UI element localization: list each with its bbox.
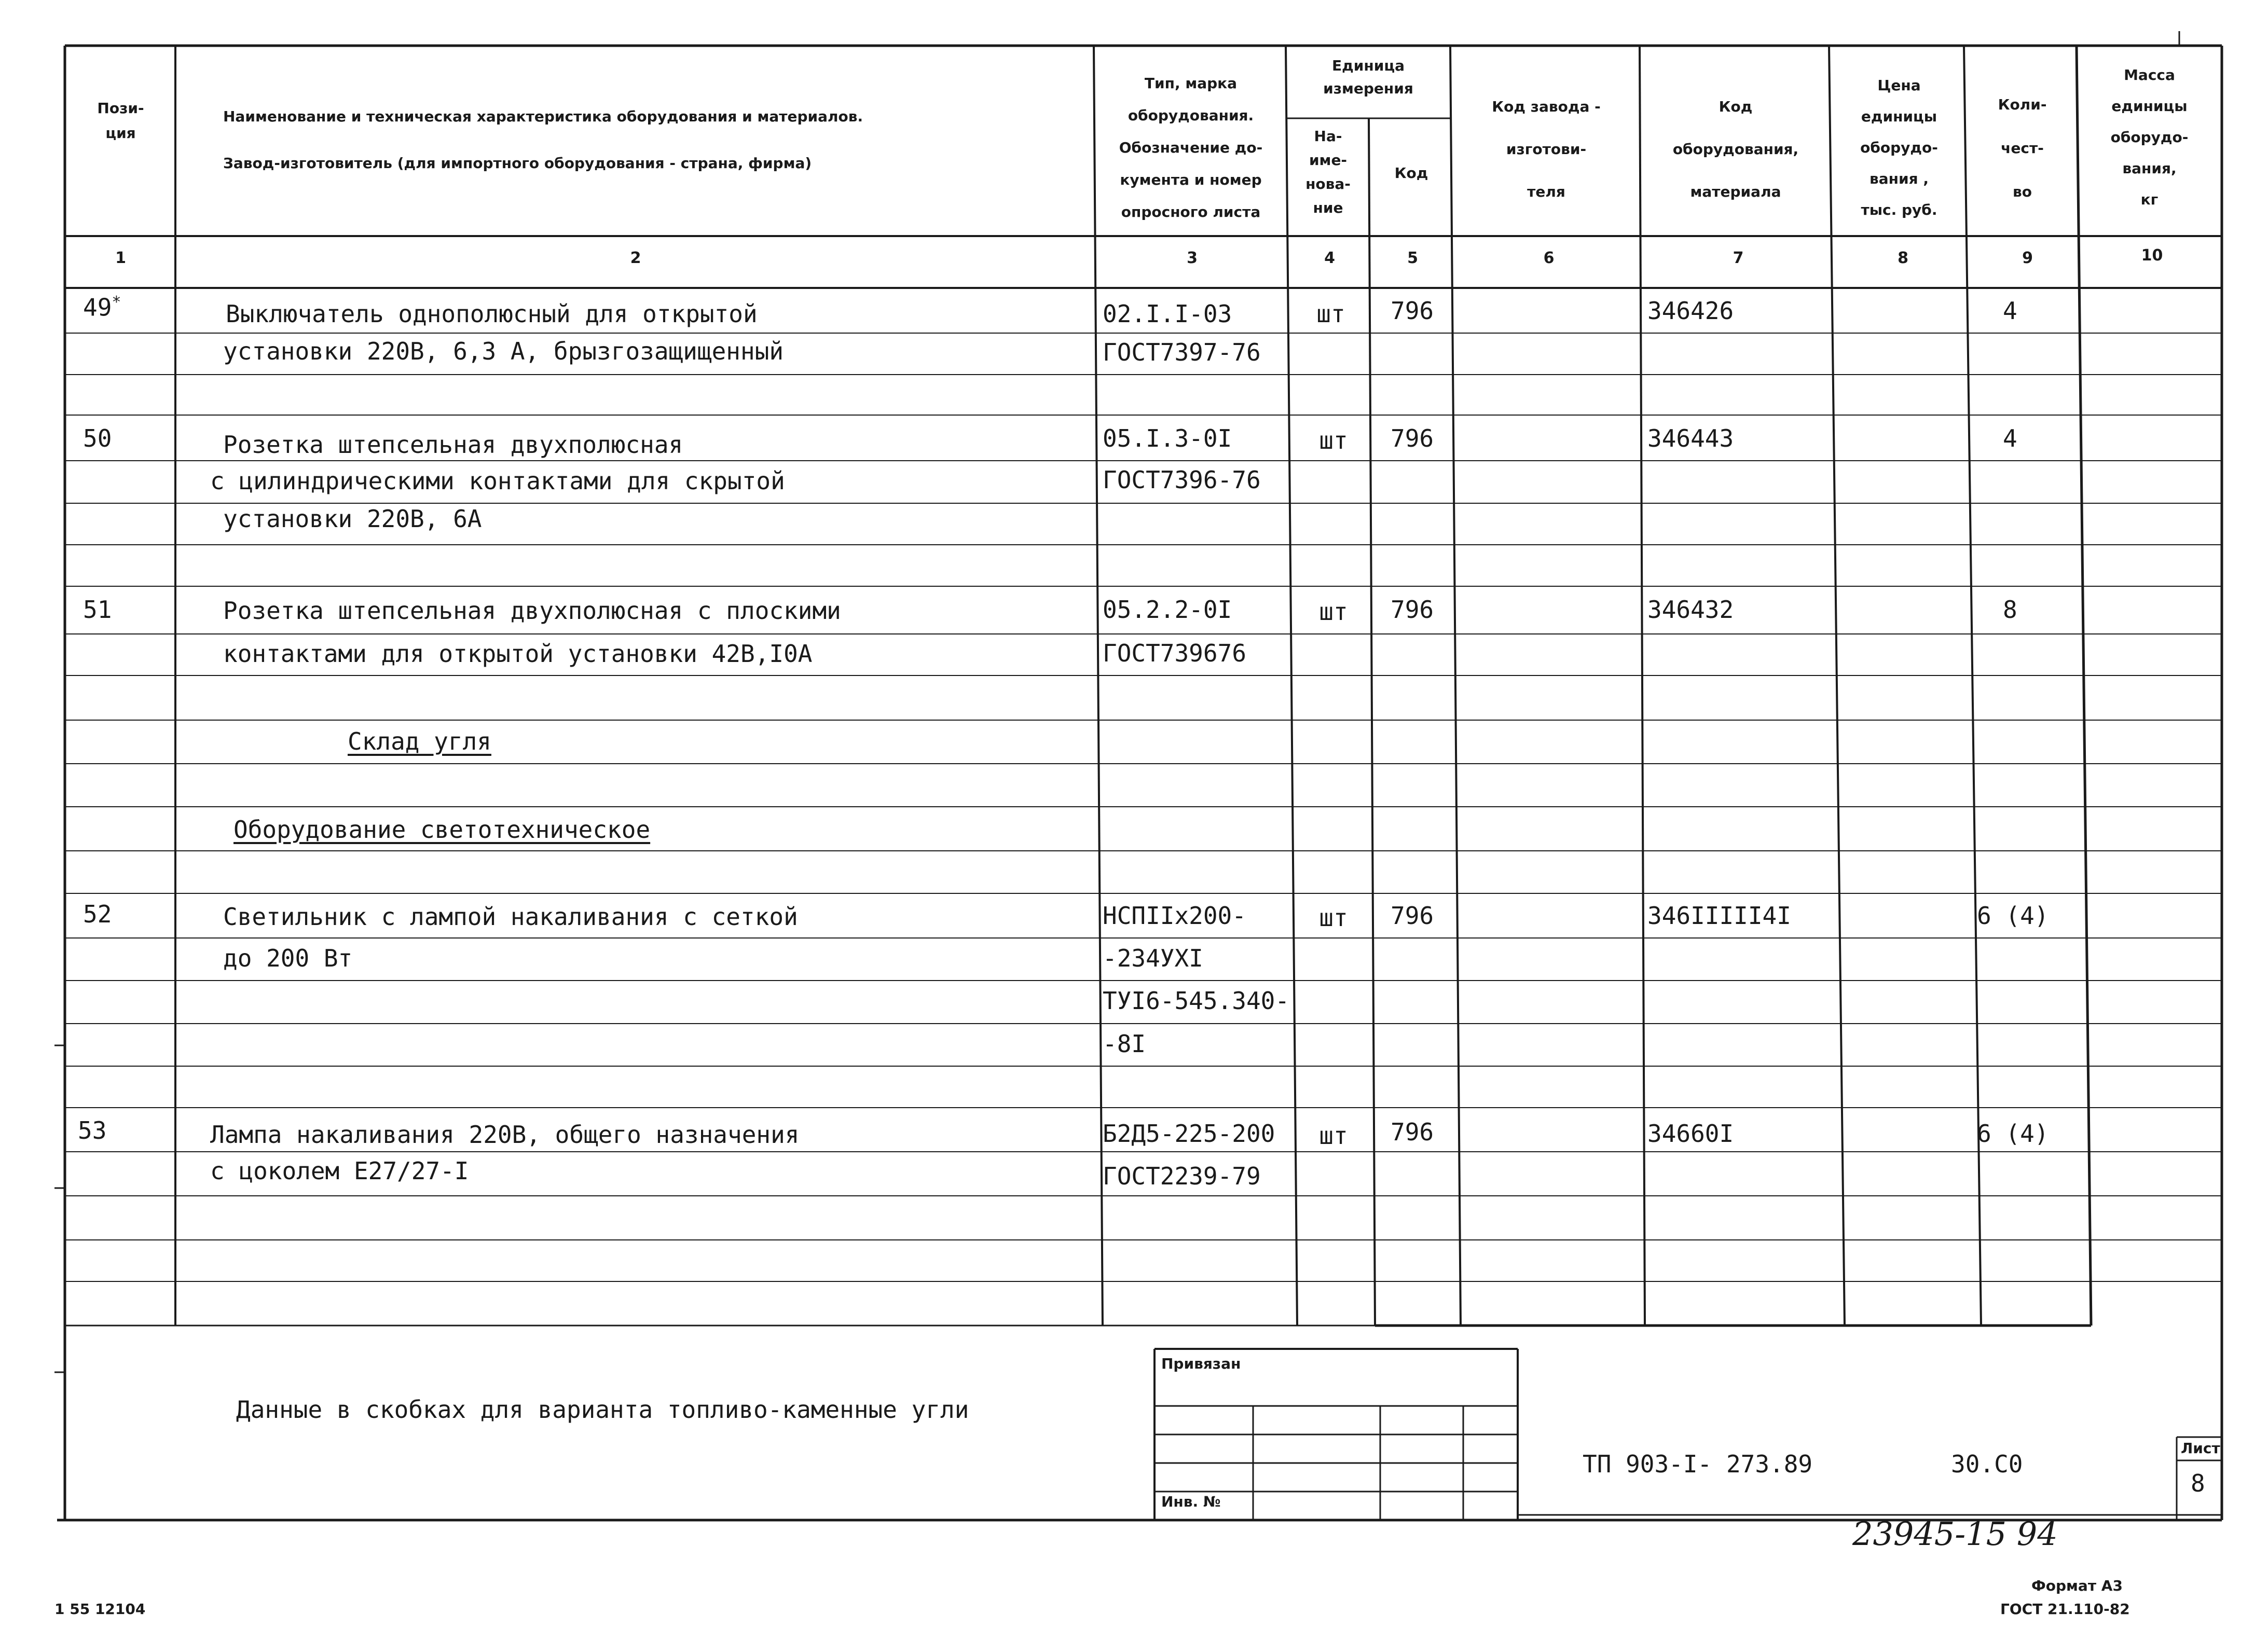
column-number: 6 (1543, 249, 1555, 267)
item-unit: шт (1319, 426, 1348, 454)
item-unit-code: 796 (1391, 596, 1434, 624)
item-quantity: 4 (2003, 297, 2017, 325)
column-number: 3 (1187, 249, 1198, 267)
item-type-line: ТУI6-545.340- (1103, 987, 1290, 1015)
item-name-line: Светильник с лампой накаливания с сеткой (223, 903, 798, 931)
footer-format: Формат А3 (2031, 1577, 2123, 1594)
item-code: 34660I (1647, 1120, 1734, 1148)
column-number: 7 (1733, 249, 1744, 267)
header-col3 (1097, 67, 1284, 228)
header-unit-line: Единица (1332, 57, 1405, 74)
header-col3-line: опросного листа (1121, 203, 1261, 220)
header-col8 (1832, 70, 1967, 226)
header-col4-line: На- (1314, 128, 1342, 145)
item-type-line: ГОСТ7397-76 (1103, 338, 1261, 366)
item-type-line: 02.I.I-03 (1103, 300, 1232, 328)
stamp-inventory-label: Инв. № (1161, 1493, 1221, 1510)
header-col4-line: нова- (1305, 175, 1351, 192)
item-quantity: 6 (4) (1977, 1120, 2049, 1148)
header-col4-line: ние (1313, 199, 1343, 216)
header-col10-line: Масса (2124, 66, 2175, 84)
column-number: 1 (115, 249, 126, 267)
item-name-line: Розетка штепсельная двухполюсная с плоскими (223, 597, 841, 625)
header-col4-line: име- (1309, 151, 1348, 169)
header-col1 (67, 96, 174, 146)
item-code: 346IIIII4I (1647, 902, 1791, 930)
item-name-line: до 200 Вт (223, 944, 353, 972)
header-col4 (1288, 125, 1368, 220)
header-col8-line: тыс. руб. (1861, 201, 1937, 218)
column-number: 4 (1324, 249, 1335, 267)
item-code: 346426 (1647, 297, 1734, 325)
item-type-line: Б2Д5-225-200 (1103, 1120, 1275, 1148)
header-col2-line: Наименование и техническая характеристика оборудования и материалов. (223, 108, 863, 125)
item-type-line: -8I (1103, 1030, 1146, 1058)
header-col1-line: Пози- (97, 100, 144, 117)
header-col10-line: кг (2140, 191, 2159, 208)
item-type-line: 05.I.3-0I (1103, 424, 1232, 452)
item-name-line: контактами для открытой установки 42В,I0А (223, 640, 813, 668)
document-code: ТП 903-I- 273.89 (1583, 1450, 1813, 1478)
item-position: 53 (78, 1116, 107, 1144)
header-col2 (223, 93, 1079, 187)
header-col7-line: материала (1690, 183, 1781, 200)
item-type-line: ГОСТ7396-76 (1103, 466, 1261, 494)
header-col8-line: оборудо- (1860, 139, 1938, 156)
header-col6-line: теля (1527, 183, 1565, 200)
header-col6-line: изготови- (1506, 141, 1587, 158)
footer-gost: ГОСТ 21.110-82 (2000, 1600, 2130, 1618)
header-col3-line: оборудования. (1128, 107, 1254, 124)
header-col5: Код (1394, 164, 1428, 182)
handwritten-number: 23945-15 94 (1852, 1515, 2058, 1553)
header-col8-line: вания , (1870, 170, 1929, 187)
item-position-number: 49 (83, 293, 112, 322)
column-number: 8 (1898, 249, 1908, 267)
item-type-line: 05.2.2-0I (1103, 596, 1232, 624)
header-col3-line: Обозначение до- (1119, 139, 1263, 156)
item-quantity: 6 (4) (1977, 902, 2049, 930)
header-col10-line: оборудо- (2110, 129, 2189, 146)
sheet-label: Лист (2181, 1440, 2220, 1457)
header-col7 (1642, 86, 1829, 213)
item-unit: шт (1319, 598, 1348, 626)
header-col10-line: единицы (2111, 98, 2188, 115)
column-number: 2 (630, 249, 641, 267)
item-code: 346443 (1647, 424, 1734, 452)
item-unit: шт (1319, 904, 1348, 932)
item-unit: шт (1319, 1122, 1348, 1150)
column-number: 5 (1407, 249, 1418, 267)
stamp-attached-label: Привязан (1161, 1355, 1241, 1372)
item-unit-code: 796 (1391, 424, 1434, 452)
header-col7-line: Код (1719, 98, 1753, 115)
column-number: 9 (2022, 249, 2033, 267)
header-col2-line: Завод-изготовитель (для импортного оборудования - страна, фирма) (223, 155, 812, 172)
item-unit-code: 796 (1391, 1118, 1434, 1146)
item-name-line: установки 220В, 6А (223, 505, 482, 533)
header-col9-line: во (2013, 183, 2032, 200)
item-position (83, 293, 121, 321)
header-col8-line: Цена (1877, 77, 1921, 94)
section-title: Склад угля (348, 727, 491, 755)
item-type-line: ГОСТ739676 (1103, 639, 1246, 667)
document-section: 30.С0 (1951, 1450, 2023, 1478)
header-col6 (1453, 86, 1640, 213)
header-col9 (1967, 83, 2078, 214)
item-position: 52 (83, 900, 112, 928)
header-unit-line: измерения (1323, 80, 1413, 97)
item-type-line: НСПIIх200- (1103, 902, 1246, 930)
header-col7-line: оборудования, (1672, 141, 1799, 158)
header-col6-line: Код завода - (1492, 98, 1601, 115)
item-name-line: Лампа накаливания 220В, общего назначения (210, 1121, 800, 1149)
item-name-line: с цоколем Е27/27-I (210, 1157, 469, 1185)
item-position-mark: * (112, 293, 121, 311)
item-quantity: 8 (2003, 596, 2017, 624)
header-unit-group (1288, 54, 1449, 100)
item-name-line: с цилиндрическими контактами для скрытой (210, 467, 785, 495)
subsection-title: Оборудование светотехническое (233, 816, 651, 844)
item-quantity: 4 (2003, 424, 2017, 452)
header-col8-line: единицы (1861, 108, 1937, 125)
item-type-line: ГОСТ2239-79 (1103, 1162, 1261, 1190)
footer-archive-number: 1 55 12104 (54, 1600, 146, 1618)
header-col3-line: Тип, марка (1144, 75, 1238, 92)
item-unit-code: 796 (1391, 902, 1434, 930)
item-name-line: Розетка штепсельная двухполюсная (223, 431, 683, 459)
variant-note: Данные в скобках для варианта топливо-каменные угли (236, 1396, 969, 1424)
item-unit-code: 796 (1391, 297, 1434, 325)
header-col10 (2078, 60, 2221, 215)
item-name-line: Выключатель однополюсный для открытой (226, 300, 758, 328)
item-type-line: -234УХI (1103, 944, 1203, 972)
header-col9-line: чест- (2001, 140, 2044, 157)
item-code: 346432 (1647, 596, 1734, 624)
sheet-number: 8 (2191, 1469, 2205, 1497)
item-position: 50 (83, 424, 112, 452)
column-number: 10 (2141, 246, 2163, 265)
item-position: 51 (83, 596, 112, 624)
item-unit: шт (1316, 300, 1345, 328)
header-col10-line: вания, (2122, 160, 2177, 177)
header-col3-line: кумента и номер (1120, 171, 1262, 188)
header-col9-line: Коли- (1998, 96, 2047, 113)
item-name-line: установки 220В, 6,3 А, брызгозащищенный (223, 337, 784, 365)
header-col1-line: ция (105, 125, 136, 142)
